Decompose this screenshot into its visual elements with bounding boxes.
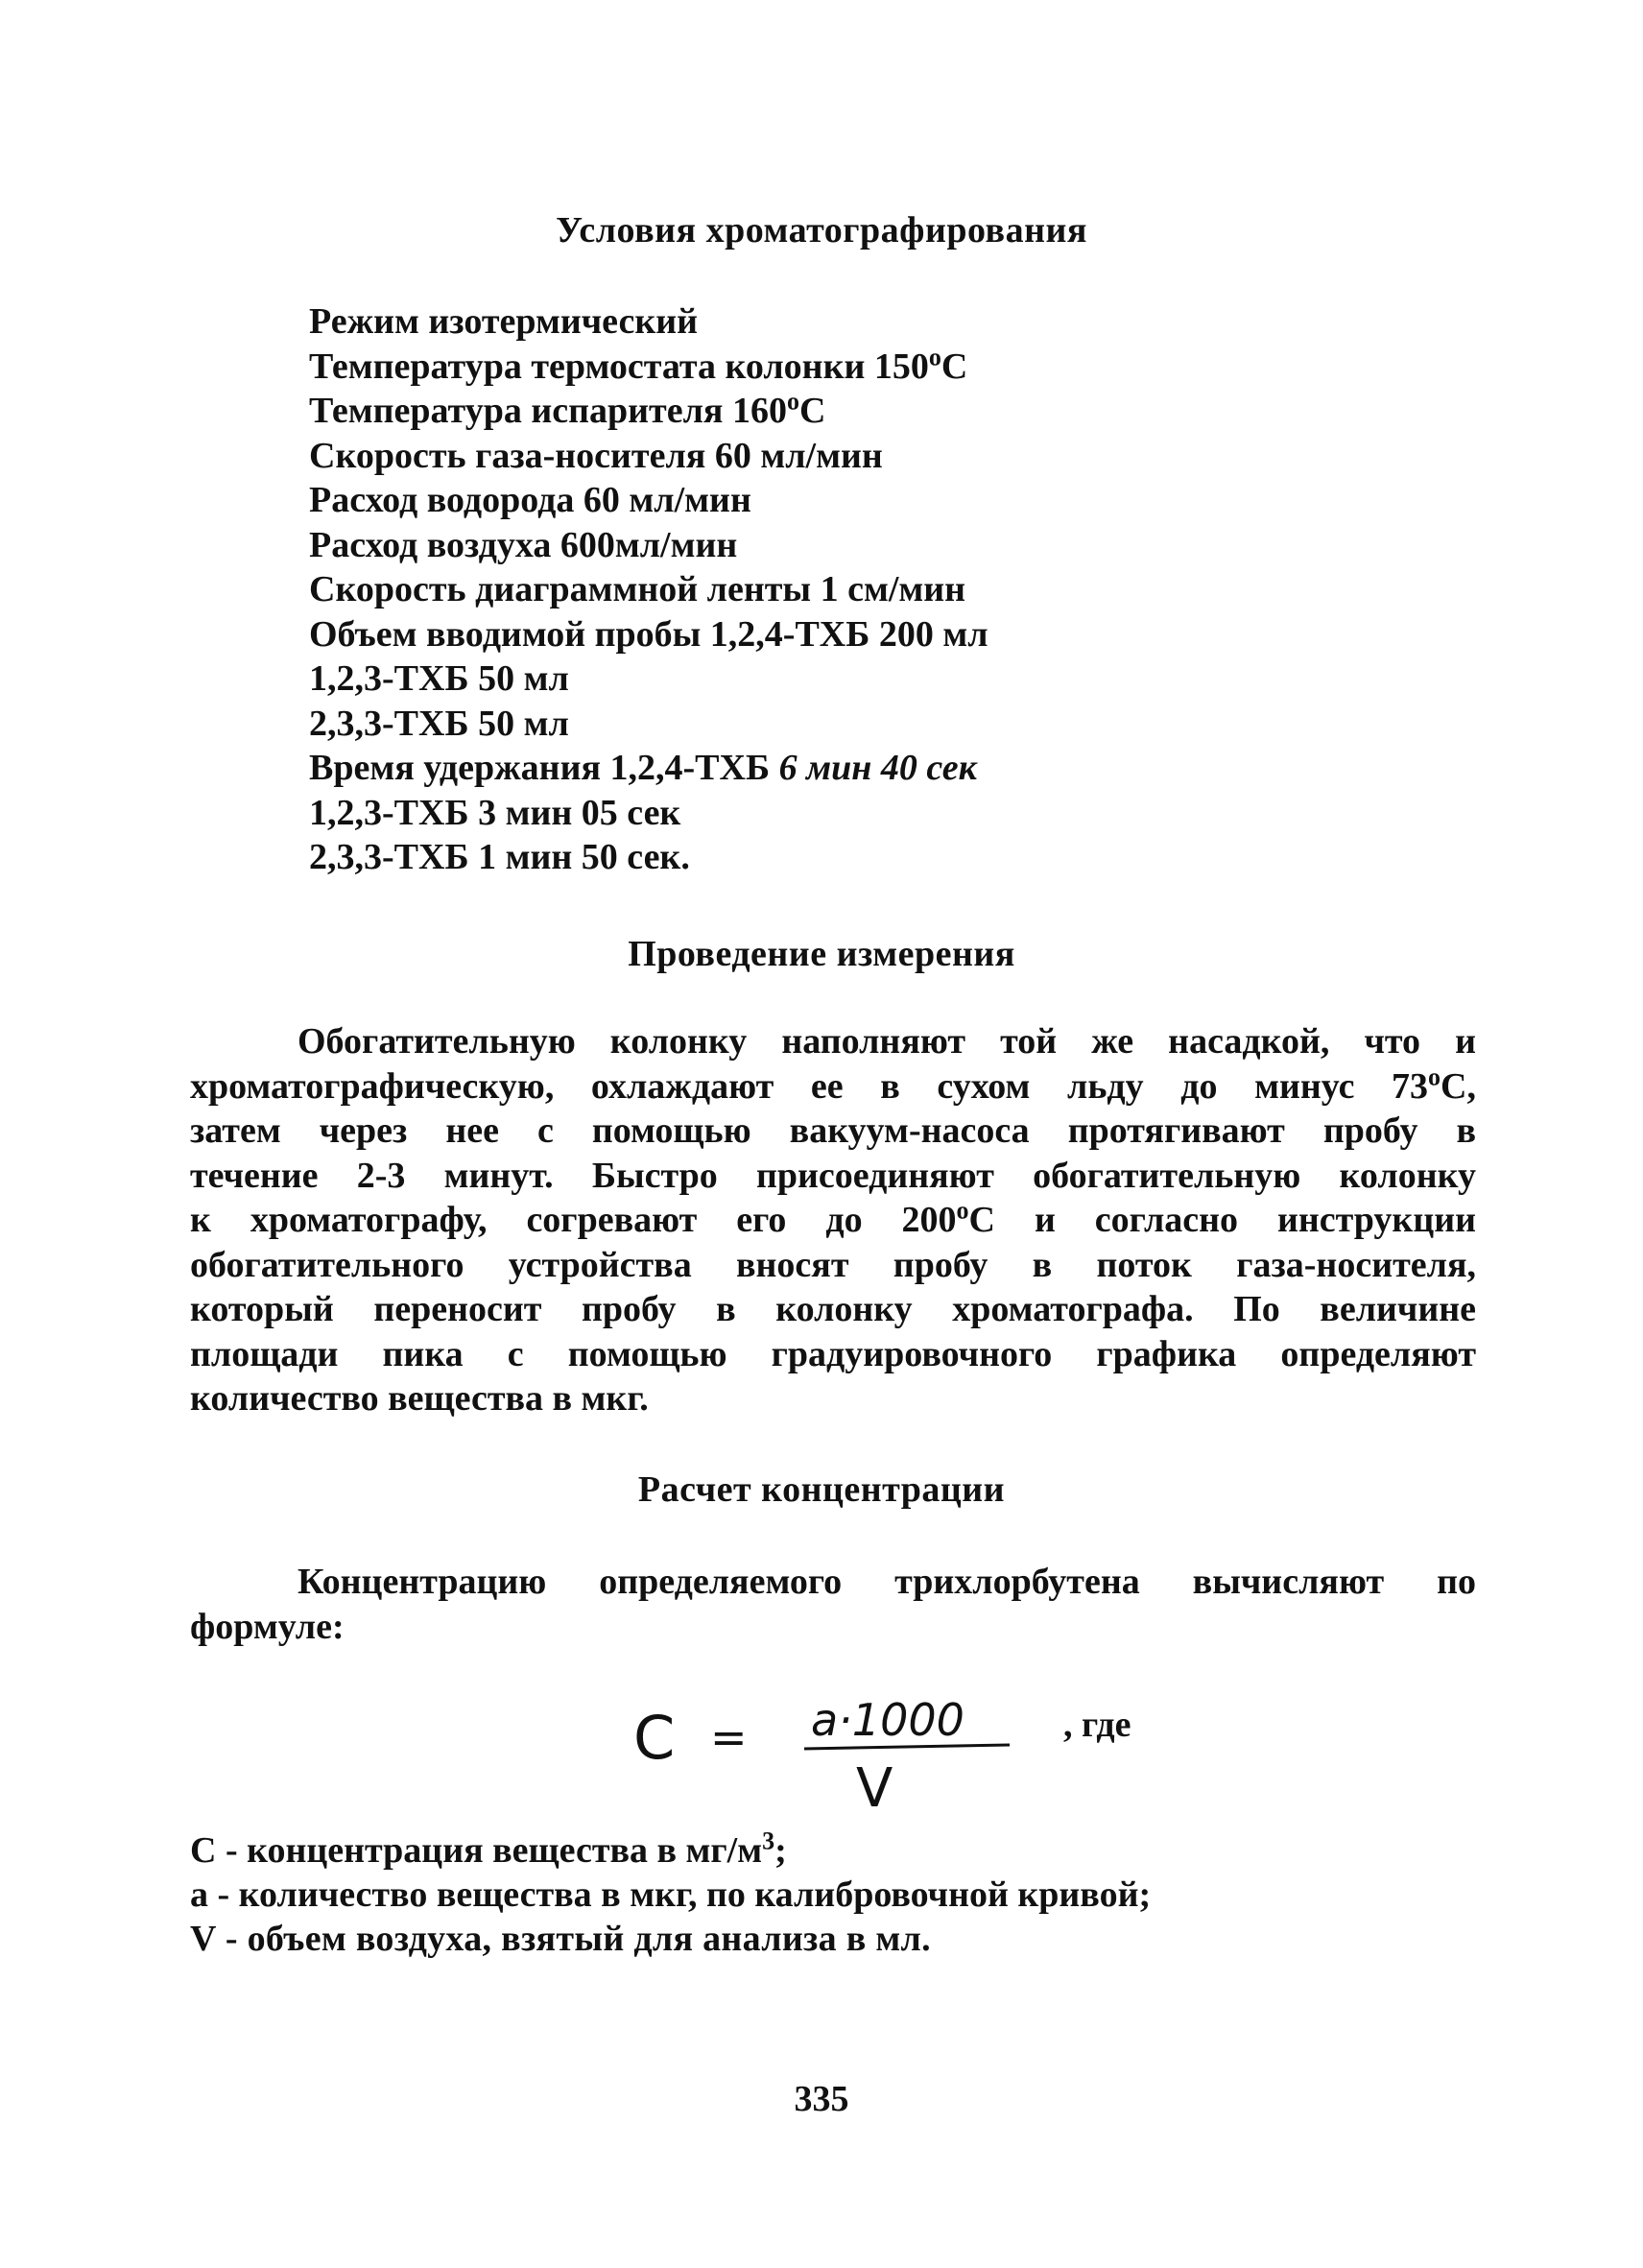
condition-retention-time: Время удержания 1,2,4-ТХБ 6 мин 40 сек [309,748,977,788]
definition-a: а - количество вещества в мкг, по калибровочной кривой; [190,1874,1152,1915]
paragraph-line: площади пика с помощью градуировочного графика определяют [190,1333,1476,1374]
condition-mode: Режим изотермический [309,301,699,342]
condition-chart-speed: Скорость диаграммной ленты 1 см/мин [309,569,966,609]
condition-sample-123: 1,2,3-ТХБ 50 мл [309,658,569,699]
definitions-list [190,1828,1151,1961]
definition-v: V - объем воздуха, взятый для анализа в мл. [190,1919,931,1959]
page-number: 335 [794,2079,849,2119]
heading-measurement: Проведение измерения [628,934,1015,974]
paragraph-line: к хроматографу, согревают его до $200^оС$ и согласно инструкции [190,1196,1476,1240]
formula-equals: = [710,1711,748,1763]
paragraph-line: формуле: [190,1606,345,1647]
formula-denominator: V [856,1757,893,1820]
heading-conditions: Условия хроматографирования [556,210,1087,251]
condition-retention-123: 1,2,3-ТХБ 3 мин 05 сек [309,792,681,833]
formula-where: , где [1063,1705,1131,1745]
condition-carrier-gas: Скорость газа-носителя 60 мл/мин [309,435,883,476]
paragraph-line: который переносит пробу в колонку хроматографа. По величине [190,1289,1476,1329]
measurement-paragraph [190,1019,1476,1421]
condition-air: Расход воздуха 600мл/мин [309,524,738,565]
paragraph-line: Обогатительную колонку наполняют той же насадкой, что и [298,1021,1476,1062]
paragraph-line: Концентрацию определяемого трихлорбутена вычисляют по [298,1562,1476,1602]
condition-evaporator-temp: Температура испарителя $160^оС$ [309,387,826,431]
paragraph-line: хроматографическую, охлаждают ее в сухом льду до минус $73^оС$, [190,1062,1476,1107]
formula-lhs: C [633,1703,676,1773]
heading-calculation: Расчет концентрации [637,1469,1006,1510]
formula-numerator: a·1000 [811,1694,964,1746]
paragraph-line: количество вещества в мкг. [190,1378,649,1419]
condition-sample-volume: Объем вводимой пробы 1,2,4-ТХБ 200 мл [309,613,988,655]
condition-sample-233: 2,3,3-ТХБ 50 мл [309,703,569,744]
paragraph-line: течение 2-3 минут. Быстро присоединяют обогатительную колонку [190,1155,1476,1196]
definition-c: С - концентрация вещества в $мг/м^3$; [190,1826,787,1871]
conditions-list [309,299,988,880]
paragraph-line: затем через нее с помощью вакуум-насоса протягивают пробу в [190,1110,1476,1151]
condition-retention-233: 2,3,3-ТХБ 1 мин 50 сек. [309,837,690,877]
condition-hydrogen: Расход водорода 60 мл/мин [309,480,751,520]
condition-column-temp: Температура термостата колонки $150^оС$ [309,342,968,387]
calculation-intro [190,1560,1476,1649]
paragraph-line: обогатительного устройства вносят пробу в поток газа-носителя, [190,1244,1476,1285]
